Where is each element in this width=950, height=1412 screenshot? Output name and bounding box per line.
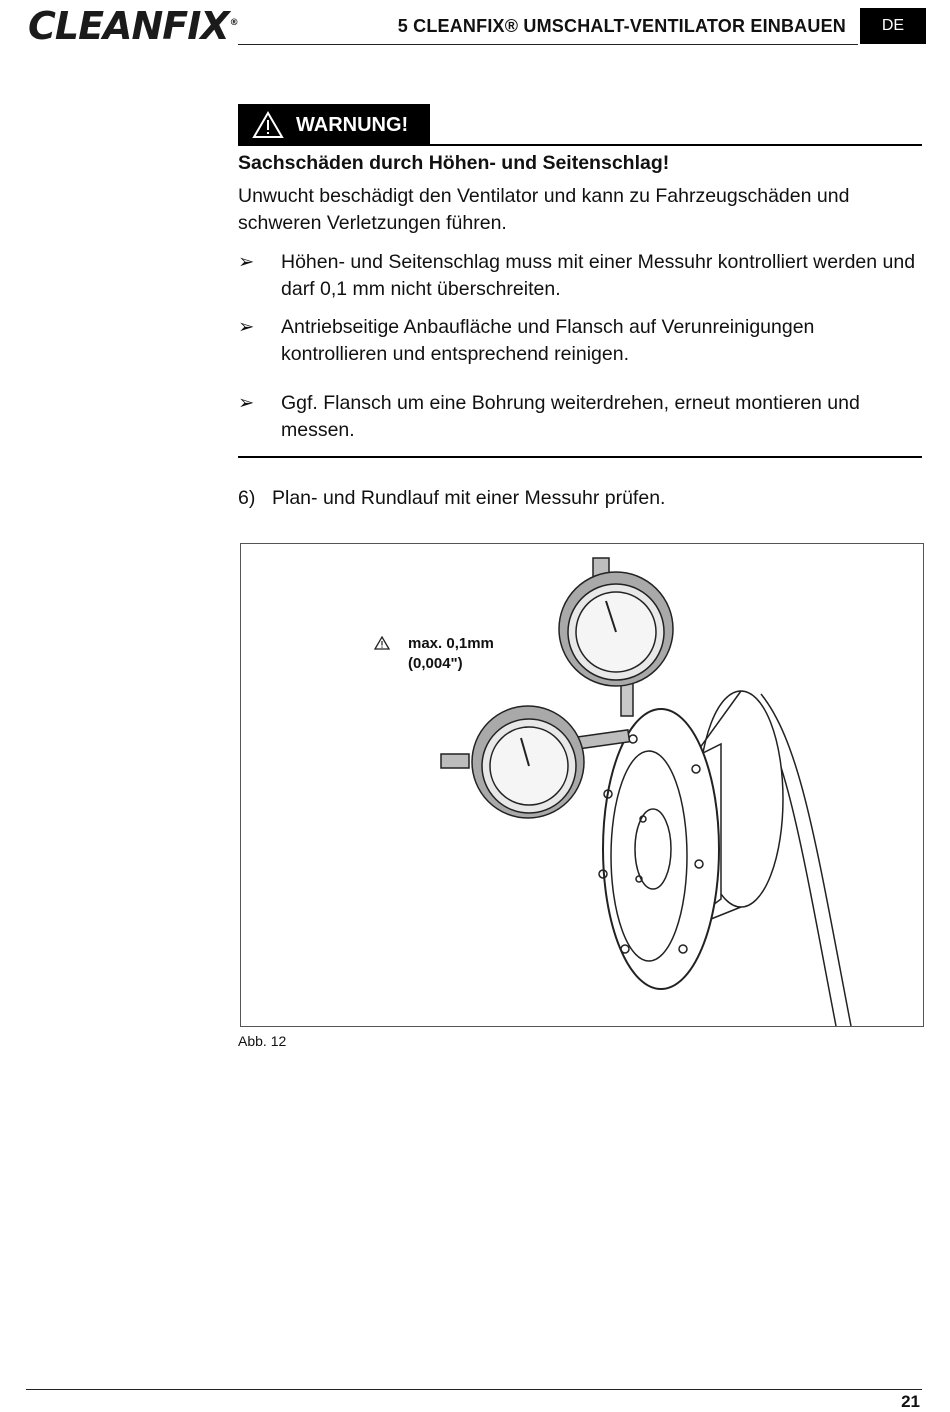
- instruction-step: [238, 485, 665, 512]
- warning-bottom-rule: [238, 456, 922, 458]
- tolerance-annotation: [408, 634, 494, 674]
- language-badge: DE: [860, 8, 926, 44]
- dial-gauge-illustration: [241, 544, 923, 1026]
- step-text: Plan- und Rundlauf mit einer Messuhr prüfen.: [272, 487, 666, 509]
- bullet-arrow-icon: ➢: [238, 316, 255, 338]
- footer-divider: [26, 1389, 922, 1390]
- warning-label: WARNUNG!: [296, 113, 409, 136]
- bullet-text: Antriebseitige Anbaufläche und Flansch auf Verunreinigungen kontrollieren und entsprechend reinigen.: [281, 316, 815, 365]
- page-number: 21: [901, 1392, 920, 1411]
- tolerance-mm: max. 0,1mm: [408, 635, 494, 652]
- warning-heading: Sachschäden durch Höhen- und Seitenschlag!: [238, 152, 670, 174]
- bullet-arrow-icon: ➢: [238, 251, 255, 273]
- figure-caption: Abb. 12: [238, 1033, 287, 1049]
- warning-triangle-icon: [252, 111, 284, 139]
- warning-top-rule: [238, 144, 922, 146]
- warning-text: Unwucht beschädigt den Ventilator und kann zu Fahrzeugschäden und schweren Verletzungen führen.: [238, 185, 850, 234]
- bullet-text: Höhen- und Seitenschlag muss mit einer Messuhr kontrolliert werden und darf 0,1 mm nicht überschreiten.: [281, 251, 916, 300]
- warning-banner: [238, 104, 430, 146]
- bullet-text: Ggf. Flansch um eine Bohrung weiterdrehen, erneut montieren und messen.: [281, 392, 860, 441]
- step-number: 6): [238, 487, 256, 509]
- warning-small-icon: [374, 636, 390, 650]
- bullet-arrow-icon: ➢: [238, 392, 255, 414]
- header-divider: [238, 44, 858, 45]
- cleanfix-logo: CLEANFIX®: [28, 4, 238, 48]
- figure-frame: [240, 543, 924, 1027]
- tolerance-inch: (0,004"): [408, 655, 463, 672]
- chapter-title: 5 CLEANFIX® UMSCHALT-VENTILATOR EINBAUEN: [397, 16, 846, 36]
